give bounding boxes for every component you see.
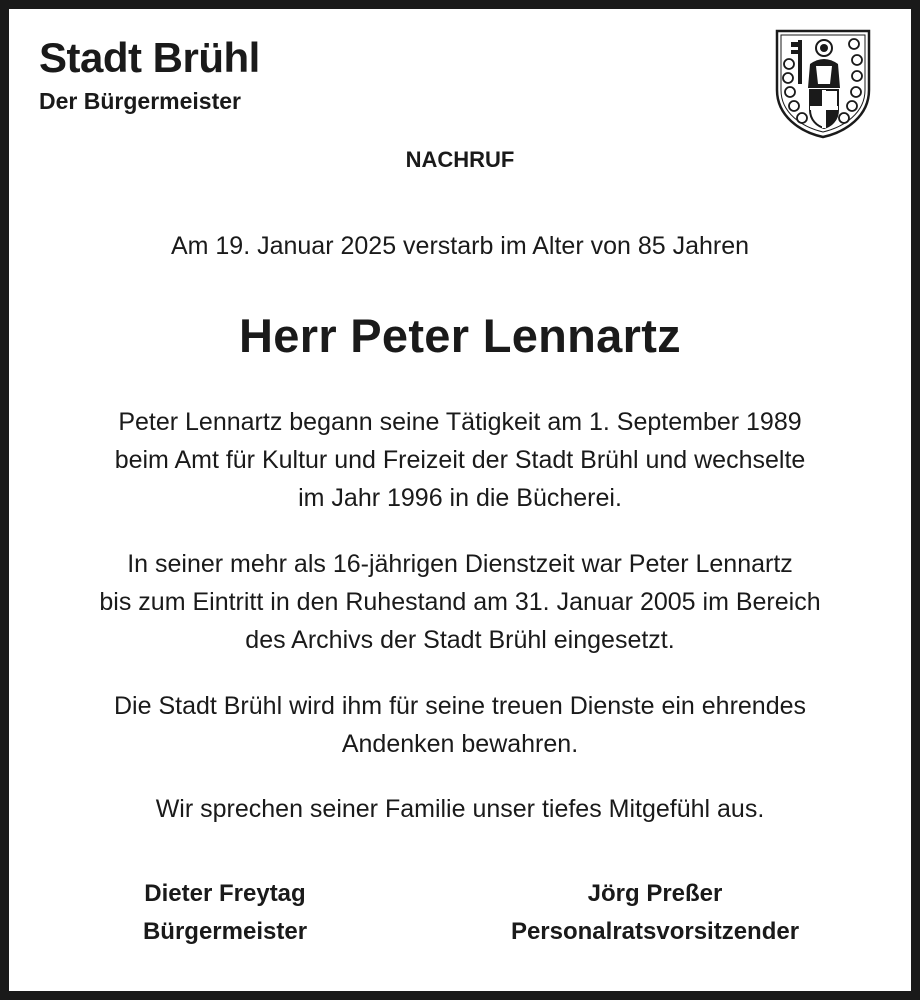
issuer-subtitle: Der Bürgermeister [39,88,241,114]
service-paragraph [30,545,890,659]
signatory-role: Bürgermeister [142,918,308,945]
text-line: Wir sprechen seiner Familie unser tiefes Mitgefühl aus. [155,795,765,823]
notice-heading: NACHRUF [405,147,515,172]
remembrance-paragraph [30,687,890,763]
text-line: Andenken bewahren. [341,730,579,758]
text-line: bis zum Eintritt in den Ruhestand am 31. Januar 2005 im Bereich [99,588,821,616]
text-line: Peter Lennartz begann seine Tätigkeit am 1. September 1989 [118,408,802,436]
city-coat-of-arms-icon [774,28,872,140]
text-line: beim Amt für Kultur und Freizeit der Stadt Brühl und wechselte [114,446,806,474]
career-paragraph [30,403,890,517]
text-line: des Archivs der Stadt Brühl eingesetzt. [245,626,675,654]
text-line: Die Stadt Brühl wird ihm für seine treuen Dienste ein ehrendes [113,692,807,720]
issuer-title: Stadt Brühl [39,34,260,81]
condolence-paragraph [30,790,890,828]
signature-mayor [105,875,345,951]
signatory-name: Dieter Freytag [144,880,306,907]
death-announcement: Am 19. Januar 2025 verstarb im Alter von 85 Jahren [170,232,750,260]
signatory-role: Personalratsvorsitzender [510,918,800,945]
text-line: im Jahr 1996 in die Bücherei. [298,484,622,512]
signatory-name: Jörg Preßer [587,880,723,907]
signature-staff-council [470,875,840,951]
text-line: In seiner mehr als 16-jährigen Dienstzeit war Peter Lennartz [127,550,793,578]
deceased-name: Herr Peter Lennartz [239,309,681,362]
